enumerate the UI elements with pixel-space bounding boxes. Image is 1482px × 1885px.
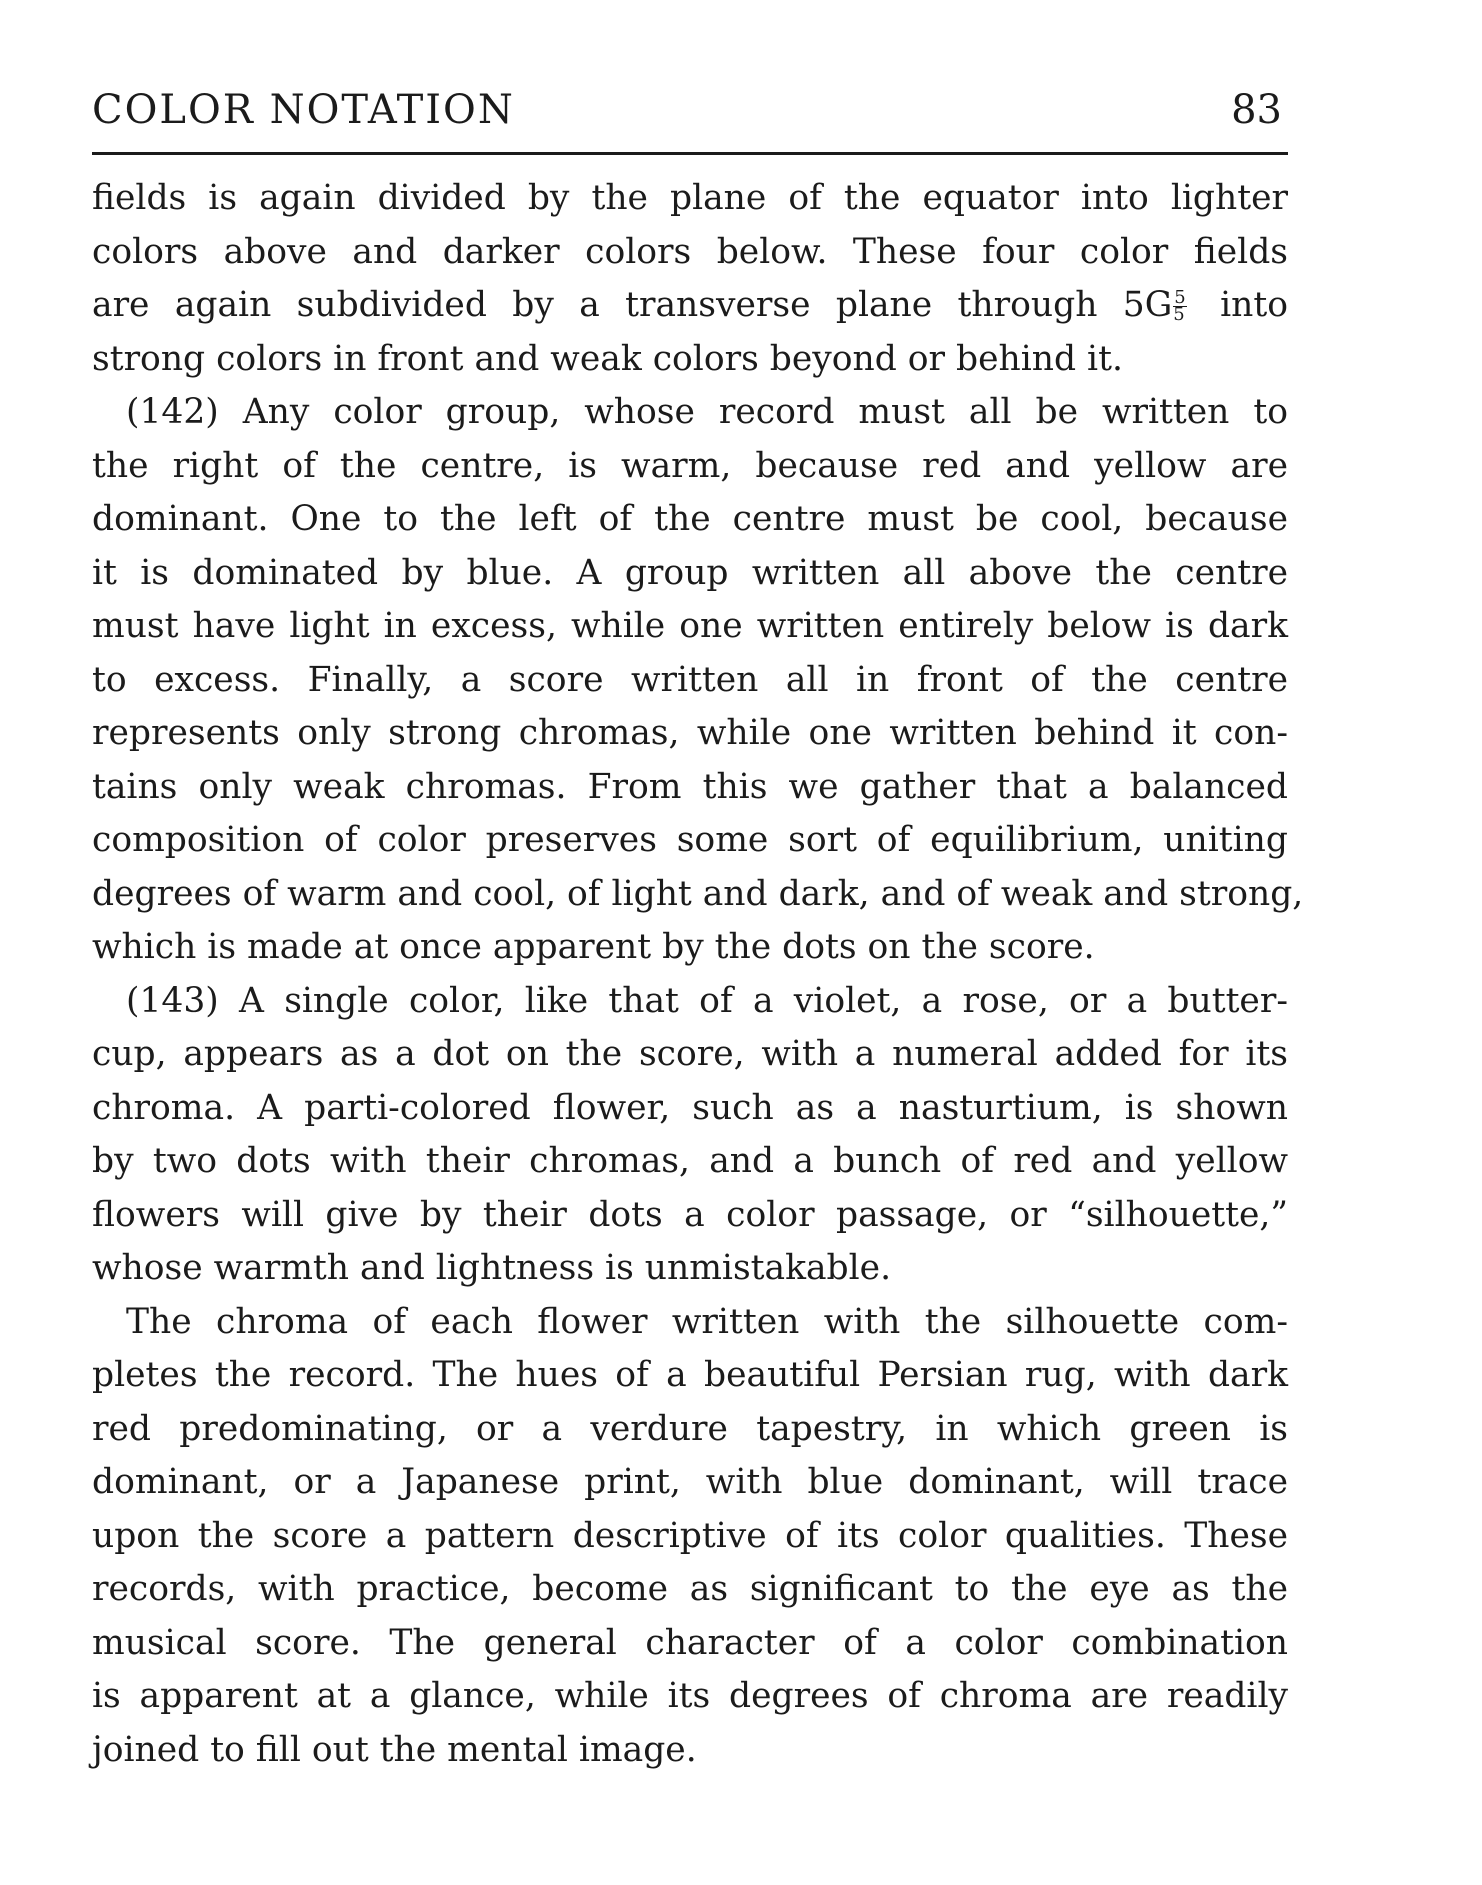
paragraph [92, 975, 1288, 1296]
text-line: tains only weak chromas. From this we gather that a balanced [92, 766, 1288, 807]
text-line: to excess. Finally, a score written all in front of the centre [92, 659, 1288, 700]
text-line-end: into [1220, 285, 1288, 325]
text-line: must have light in excess, while one written entirely below is dark [92, 606, 1288, 646]
page-number: 83 [1231, 87, 1282, 133]
text-line [92, 279, 1288, 333]
text-line: dominant, or a Japanese print, with blue dominant, will trace [92, 1462, 1288, 1502]
text-line: (143) A single color, like that of a violet, a rose, or a butter- [126, 980, 1288, 1021]
book-page [92, 82, 1304, 1802]
text-line: the right of the centre, is warm, because red and yellow are [92, 445, 1288, 486]
text-line: is apparent at a glance, while its degrees of chroma are readily [92, 1676, 1288, 1716]
text-line: red predominating, or a verdure tapestry, in which green is [92, 1408, 1288, 1449]
text-line: flowers will give by their dots a color passage, or “silhouette,” [92, 1194, 1288, 1235]
text-line: which is made at once apparent by the dots on the score. [92, 927, 1095, 967]
paragraph [92, 386, 1304, 975]
text-line: dominant. One to the left of the centre must be cool, because [92, 499, 1288, 539]
text-line: degrees of warm and cool, of light and dark, and of weak and strong, [92, 873, 1304, 914]
text-line: represents only strong chromas, while one written behind it con- [92, 713, 1288, 753]
text-line: chroma. A parti-colored flower, such as a nasturtium, is shown [92, 1087, 1288, 1128]
text-line: (142) Any color group, whose record must all be written to [126, 392, 1288, 432]
text-line: strong colors in front and weak colors beyond or behind it. [92, 338, 1123, 379]
fraction-denominator: 5 [1173, 304, 1185, 325]
text-line: upon the score a pattern descriptive of its color qualities. These [92, 1515, 1288, 1556]
running-title: COLOR NOTATION [92, 87, 515, 133]
running-head [92, 82, 1288, 146]
notation-fraction [1173, 287, 1186, 325]
text-line: by two dots with their chromas, and a bunch of red and yellow [92, 1141, 1288, 1181]
text-line: pletes the record. The hues of a beautiful Persian rug, with dark [92, 1355, 1288, 1395]
text-line: composition of color preserves some sort of equilibrium, uniting [92, 820, 1288, 860]
text-line-start: are again subdivided by a transverse plane through 5G [92, 285, 1173, 325]
body-text [92, 172, 1304, 1777]
text-line: fields is again divided by the plane of the equator into lighter [92, 178, 1288, 218]
text-line: colors above and darker colors below. These four color fields [92, 231, 1288, 272]
paragraph [92, 1296, 1288, 1778]
text-line: it is dominated by blue. A group written all above the centre [92, 552, 1288, 593]
text-line: records, with practice, become as significant to the eye as the [92, 1569, 1288, 1609]
text-line: whose warmth and lightness is unmistakable. [92, 1248, 892, 1288]
fraction-numerator: 5 [1174, 287, 1186, 308]
text-line: cup, appears as a dot on the score, with a numeral added for its [92, 1034, 1288, 1074]
paragraph [92, 172, 1288, 386]
text-line: musical score. The general character of a color combination [92, 1622, 1288, 1663]
text-line: The chroma of each flower written with the silhouette com- [126, 1301, 1288, 1342]
header-rule [92, 152, 1288, 155]
text-line: joined to fill out the mental image. [92, 1729, 697, 1770]
